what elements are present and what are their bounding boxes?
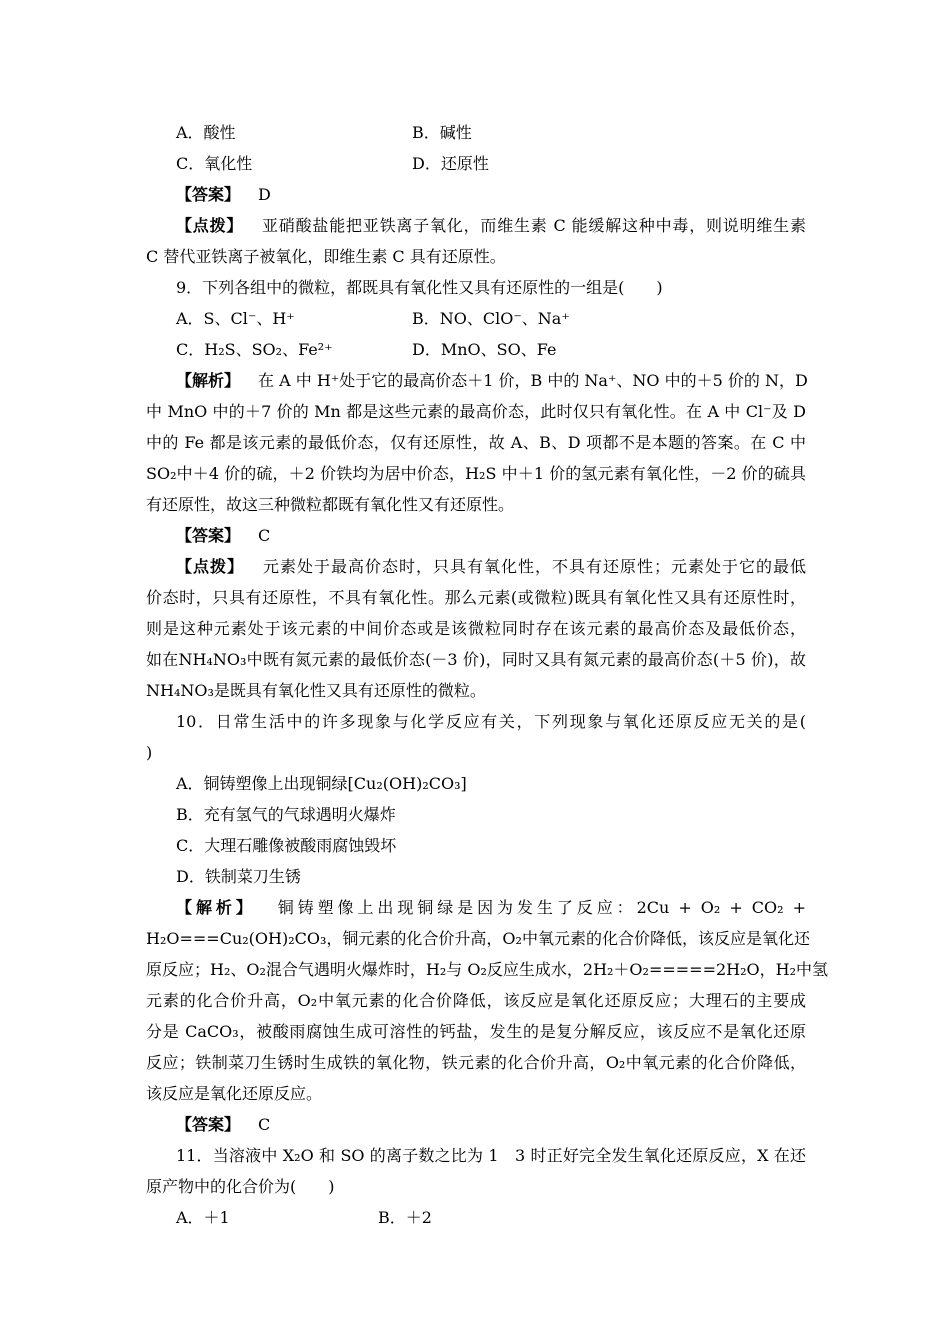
q10-stem: 10．日常生活中的许多现象与化学反应有关，下列现象与氧化还原反应无关的是( <box>176 712 806 731</box>
analysis-text: 铜铸塑像上出现铜绿是因为发生了反应：2Cu + O₂ + CO₂ + <box>273 898 806 917</box>
q8-option-b: B．碱性 <box>412 123 472 142</box>
q9-tip-line: 则是这种元素处于该元素的中间价态或是该微粒同时存在该元素的最高价态及最低价态， <box>146 619 806 638</box>
analysis-tag: 【解析】 <box>176 898 256 917</box>
q10-option-b: B．充有氢气的气球遇明火爆炸 <box>176 805 396 824</box>
tip-text: 元素处于最高价态时，只具有氧化性，不具有还原性；元素处于它的最低 <box>262 557 806 576</box>
q10-analysis-line <box>176 897 806 919</box>
q10-stem: ) <box>146 743 153 762</box>
q9-option-a: A．S、Cl⁻、H⁺ <box>176 309 295 328</box>
q10-analysis-line: 反应；铁制菜刀生锈时生成铁的氧化物，铁元素的化合价升高，O₂中氧元素的化合价降低， <box>146 1053 806 1072</box>
q8-answer <box>176 184 806 206</box>
answer-tag: 【答案】 <box>176 526 241 545</box>
q10-analysis-line: H₂O===Cu₂(OH)₂CO₃，铜元素的化合价升高，O₂中氧元素的化合价降低，该反应是氧化还 <box>146 929 810 948</box>
q9-stem: 9．下列各组中的微粒，都既具有氧化性又具有还原性的一组是( ) <box>176 278 663 297</box>
q9-option-d: D．MnO、SO、Fe <box>412 340 557 359</box>
q8-tip-line: C 替代亚铁离子被氧化，即维生素 C 具有还原性。 <box>146 247 506 266</box>
q9-tip-line: 如在NH₄NO₃中既有氮元素的最低价态(－3 价)，同时又具有氮元素的最高价态(＋5 价)，故 <box>146 650 806 669</box>
answer-value: C <box>258 526 271 545</box>
q10-analysis-line: 该反应是氧化还原反应。 <box>146 1084 323 1103</box>
q9-analysis-line: 中 MnO 中的＋7 价的 Mn 都是这些元素的最高价态，此时仅只有氧化性。在 A 中 Cl⁻及 D <box>146 402 806 421</box>
q10-option-d: D．铁制菜刀生锈 <box>176 867 301 886</box>
answer-tag: 【答案】 <box>176 185 241 204</box>
q9-analysis-line: 中的 Fe 都是该元素的最低价态，仅有还原性，故 A、B、D 项都不是本题的答案。在 C 中 <box>146 433 806 452</box>
q9-analysis-line <box>176 370 806 392</box>
q11-option-b: B．＋2 <box>378 1208 432 1227</box>
q8-tip-line <box>176 215 806 237</box>
q10-analysis-line: 元素的化合价升高，O₂中氧元素的化合价降低，该反应是氧化还原反应；大理石的主要成 <box>146 991 806 1010</box>
q11-stem: 11．当溶液中 X₂O 和 SO 的离子数之比为 1 3 时正好完全发生氧化还原反应，X 在还 <box>176 1146 806 1165</box>
analysis-text: 在 A 中 H⁺处于它的最高价态＋1 价，B 中的 Na⁺、NO 中的＋5 价的 N，D <box>258 371 808 390</box>
q9-tip-line: 价态时，只具有还原性，不具有氧化性。那么元素(或微粒)既具有氧化性又具有还原性时， <box>146 588 806 607</box>
q10-option-c: C．大理石雕像被酸雨腐蚀毁坏 <box>176 836 397 855</box>
analysis-tag: 【解析】 <box>176 371 241 390</box>
q10-answer <box>176 1114 806 1136</box>
answer-tag: 【答案】 <box>176 1115 241 1134</box>
q9-tip-line: NH₄NO₃是既具有氧化性又具有还原性的微粒。 <box>146 681 486 700</box>
q11-stem: 原产物中的化合价为( ) <box>146 1177 335 1196</box>
tip-tag: 【点拨】 <box>176 216 244 235</box>
tip-tag: 【点拨】 <box>176 557 244 576</box>
tip-text: 亚硝酸盐能把亚铁离子氧化，而维生素 C 能缓解这种中毒，则说明维生素 <box>261 216 806 235</box>
q9-answer <box>176 525 806 547</box>
q10-option-a: A．铜铸塑像上出现铜绿[Cu₂(OH)₂CO₃] <box>176 774 467 793</box>
q9-analysis-line: 有还原性，故这三种微粒都既有氧化性又有还原性。 <box>146 495 515 514</box>
q10-analysis-line: 原反应；H₂、O₂混合气遇明火爆炸时，H₂与 O₂反应生成水，2H₂＋O₂=====2H₂O，H₂中氢 <box>146 960 829 979</box>
q11-option-a: A．＋1 <box>176 1208 230 1227</box>
answer-value: C <box>258 1115 271 1134</box>
q9-analysis-line: SO₂中＋4 价的硫，＋2 价铁均为居中价态，H₂S 中＋1 价的氢元素有氧化性，－2 价的硫具 <box>146 464 806 483</box>
answer-value: D <box>258 185 271 204</box>
q10-analysis-line: 分是 CaCO₃，被酸雨腐蚀生成可溶性的钙盐，发生的是复分解反应，该反应不是氧化还原 <box>146 1022 806 1041</box>
q8-option-d: D．还原性 <box>412 154 489 173</box>
q9-tip-line <box>176 556 806 578</box>
q9-option-c: C．H₂S、SO₂、Fe²⁺ <box>176 340 333 359</box>
q9-option-b: B．NO、ClO⁻、Na⁺ <box>412 309 570 328</box>
q8-option-a: A．酸性 <box>176 123 236 142</box>
q8-option-c: C．氧化性 <box>176 154 253 173</box>
